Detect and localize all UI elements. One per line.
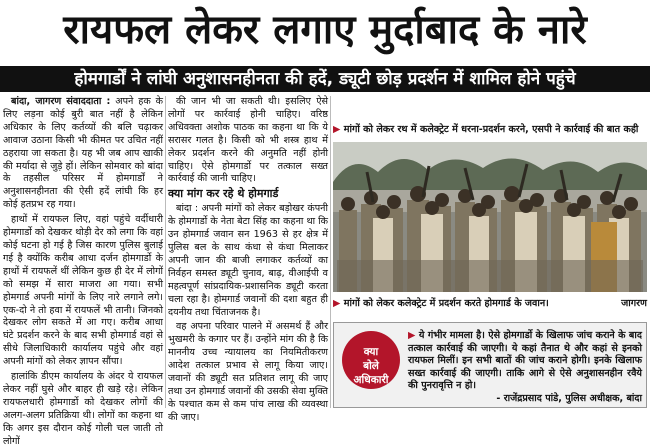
official-quote-text: ये गंभीर मामला है। ऐसे होमगार्डो के खिलाफ जांच कराने के बाद तत्काल कार्रवाई की जाएगी। ये कहां तैनात थे और कहां से इनको रायफल मिलीं। इन सभी बातों की जांच कराने होगी। इनके खिलाफ सख्त कार्रवाई की जाएगी। ताकि आगे से ऐसे अनुशासनहीन रवैये की पुनरावृत्ति न हो।	[408, 330, 642, 391]
paragraph: हाथों में रायफल लिए, वहां पहुंचे वर्दीधारी होमगार्डो को देखकर थोड़ी देर को लगा कि वहां कोई घटना हो गई है जिस कारण पुलिस बुलाई गई है क्योंकि करीब आधा दर्जन होमगार्डो के हाथों में रायफलें थीं लेकिन कुछ ही देर में लोगों को समझ में सारा माजरा आ गया। सभी होमगार्ड अपनी मांगों के लिए नारे लगाने लगे। एक-दो ने तो हवा में रायफलें भी तानी। जिनको देखकर लोग सकते में आ गए। करीब आधा घंटे प्रदर्शन करने के बाद सभी होमगार्ड वहां से सीधे जिलाधिकारी कार्यालय पहुंचे और वहां अपनी मांगों को लेकर ज्ञापन सौंपा।	[3, 214, 163, 368]
photo-caption-top	[333, 122, 647, 138]
triangle-bullet-icon: ▶	[408, 330, 416, 341]
official-quote	[408, 330, 642, 391]
paragraph: हालांकि डीएम कार्यालय के अंदर ये रायफल लेकर नहीं घुसे और बाहर ही खड़े रहे। लेकिन रायफलधारी होमगार्डो को देखकर लोगों की अलग-अलग प्रतिक्रिया थी। लोगों का कहना था कि अगर इस दौरान कोई गोली चल जाती तो लोगों	[3, 371, 163, 447]
paragraph: बांदा : अपनी मांगों को लेकर बड़ोखर कंपनी के होमगार्डो के नेता बेटा सिंह का कहना था कि उन होमगार्ड जवान सन 1963 से हर क्षेत्र में पुलिस बल के साथ कंधा से कंधा मिलाकर अपनी जान की बाजी लगाकर कर्तव्यों का निर्वहन समस्त ड्यूटी चुनाव, बाढ़, वीआईपी व महत्वपूर्ण सांप्रदायिक-प्रशासनिक ड्यूटी करता चला रहा है। होमगार्ड जवानों की दशा बहुत ही दयनीय तथा चिंताजनक है।	[168, 203, 328, 318]
badge-line: अधिकारी	[353, 374, 389, 386]
photo-credit: जागरण	[621, 298, 647, 309]
column-divider	[330, 96, 331, 408]
official-quote-box	[333, 322, 647, 408]
headline: रायफल लेकर लगाए मुर्दाबाद के नारे	[63, 7, 587, 53]
article-column-1	[3, 96, 163, 447]
triangle-bullet-icon: ▶	[333, 298, 341, 309]
badge-line: बोले	[363, 360, 379, 372]
photo-caption-top-text: मांगों को लेकर रथ में कलेक्ट्रेट में धरना-प्रदर्शन करने, एसपी ने कार्रवाई की बात कही	[343, 124, 639, 135]
paragraph-text: अपने हक के लिए लड़ना कोई बुरी बात नहीं है लेकिन अधिकार के लिए कर्तव्यों की बलि चढ़ाकर आवाज उठाना किसी भी कीमत पर उचित नहीं ठहराया जा सकता है। यह भी जब आप खाकी की मर्यादा से जुड़े हों। लेकिन सोमवार को बांदा के तहसील परिसर में होमगार्डों ने अनुशासनहीनता की ऐसी हदें लांघी कि हर कोई हतप्रभ रह गया।	[3, 96, 163, 211]
photo-caption	[333, 296, 647, 312]
triangle-bullet-icon: ▶	[333, 124, 341, 135]
officials-badge	[342, 331, 400, 389]
paragraph: वह अपना परिवार पालने में असमर्थ हैं और भुखमरी के कगार पर हैं। उन्होंने मांग की है कि माननीय उच्च न्यायालय का नियमितीकरण आदेश तत्काल प्रभाव से लागू किया जाए। जवानों की ड्यूटी सत प्रतिशत लागू की जाए तथा उन होमगार्ड जवानों की उसकी सेवा मुक्ति के पश्चात कम से कम पांच लाख की व्यवस्था की जाए।	[168, 321, 328, 423]
article-column-2	[168, 96, 328, 423]
photo-caption-text: मांगों को लेकर कलेक्ट्रेट में प्रदर्शन करते होमगार्ड के जवान।	[343, 298, 549, 309]
news-photo	[333, 142, 647, 292]
subheadline: होमगार्डों ने लांघी अनुशासनहीनता की हदें, ड्यूटी छोड़ प्रदर्शन में शामिल होने पहुंचे	[0, 66, 650, 92]
column-divider	[165, 96, 166, 408]
paragraph: की जान भी जा सकती थी। इसलिए ऐसे लोगों पर कार्रवाई होनी चाहिए। वरिष्ठ अधिवक्ता अशोक पाठक का कहना था कि ये सरासर गलत है। किसी को भी शस्त्र हाथ में लेकर प्रदर्शन करने की अनुमति नहीं होनी चाहिए। ऐसे होमगार्डो पर तत्काल सख्त कार्रवाई की जानी चाहिए।	[168, 96, 328, 185]
badge-line: क्या	[363, 346, 379, 358]
paragraph	[3, 96, 163, 212]
section-heading: क्या मांग कर रहे थे होमगार्ड	[168, 187, 279, 201]
dateline: बांदा, जागरण संवाददाता :	[11, 96, 111, 107]
quote-attribution: - राजेंद्रप्रसाद पांडे, पुलिस अधीक्षक, बांदा	[496, 393, 642, 404]
